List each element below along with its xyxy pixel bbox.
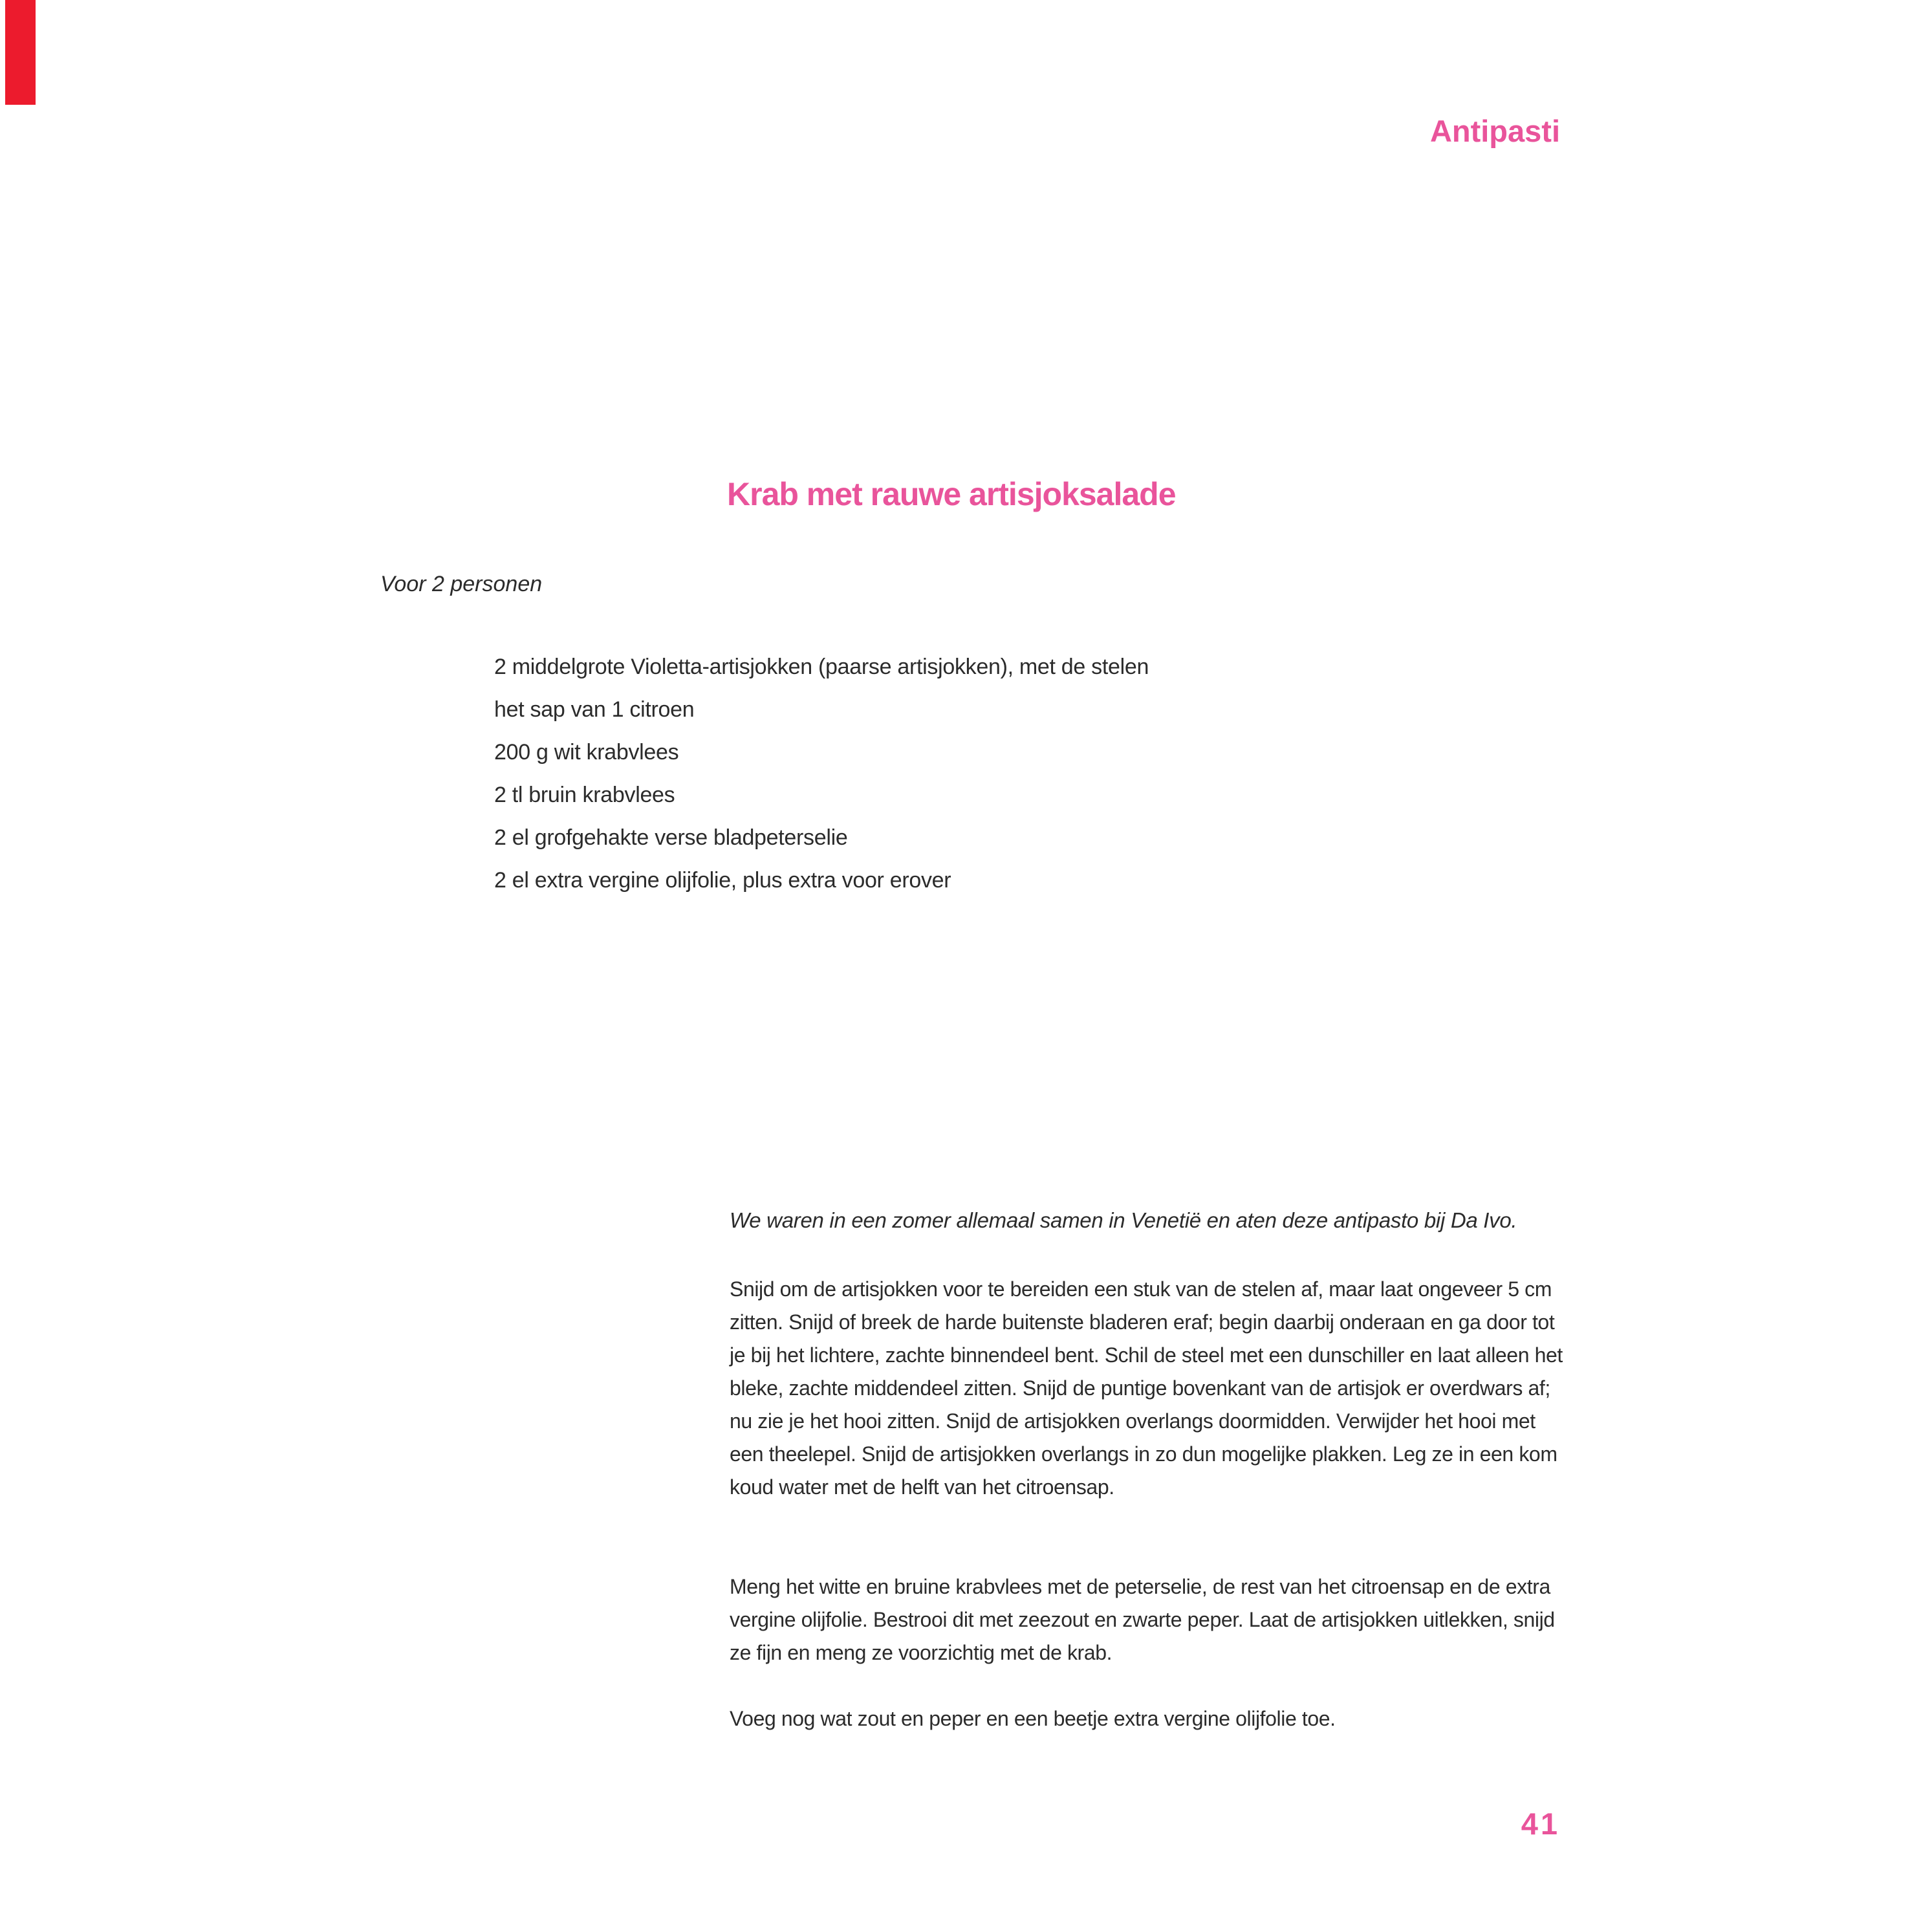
ingredient-item: 2 el extra vergine olijfolie, plus extra voor erover [494,868,951,893]
page-number: 41 [1521,1807,1560,1841]
recipe-title: Krab met rauwe artisjoksalade [727,476,1176,512]
section-label: Antipasti [1429,114,1560,148]
servings-note: Voor 2 personen [380,572,543,596]
ingredient-item: 200 g wit krabvlees [494,740,679,765]
page-edge-color-tab [5,0,36,105]
instruction-paragraph: Snijd om de artisjokken voor te bereiden een stuk van de stelen af, maar laat ongeveer 5 cm zitten. Snijd of breek de harde buitenste bladeren eraf; begin daarbij onderaan en ga door tot je bij het lichtere, zachte binnendeel bent. Schil de steel met een dunschiller en laat alleen het bleke, zachte middendeel zitten. Snijd de puntige bovenkant van de artisjok er overdwars af; nu zie je het hooi zitten. Snijd de artisjokken overlangs doormidden. Verwijder het hooi met een theelepel. Snijd de artisjokken overlangs in zo dun mogelijke plakken. Leg ze in een kom koud water met de helft van het citroensap. [730,1277,1563,1499]
ingredient-item: 2 tl bruin krabvlees [494,783,675,807]
instruction-paragraph: Voeg nog wat zout en peper en een beetje extra vergine olijfolie toe. [730,1707,1336,1730]
ingredient-item: 2 middelgrote Violetta-artisjokken (paarse artisjokken), met de stelen [494,655,1149,679]
ingredient-item: 2 el grofgehakte verse bladpeterselie [494,825,848,850]
ingredient-item: het sap van 1 citroen [494,697,695,722]
instruction-paragraph: Meng het witte en bruine krabvlees met de peterselie, de rest van het citroensap en de extra vergine olijfolie. Bestrooi dit met zeezout en zwarte peper. Laat de artisjokken uitlekken, snijd ze fijn en meng ze voorzichtig met de krab. [730,1575,1555,1664]
ingredients-list [494,646,1149,902]
recipe-intro-note: We waren in een zomer allemaal samen in Venetië en aten deze antipasto bij Da Ivo. [730,1208,1517,1232]
